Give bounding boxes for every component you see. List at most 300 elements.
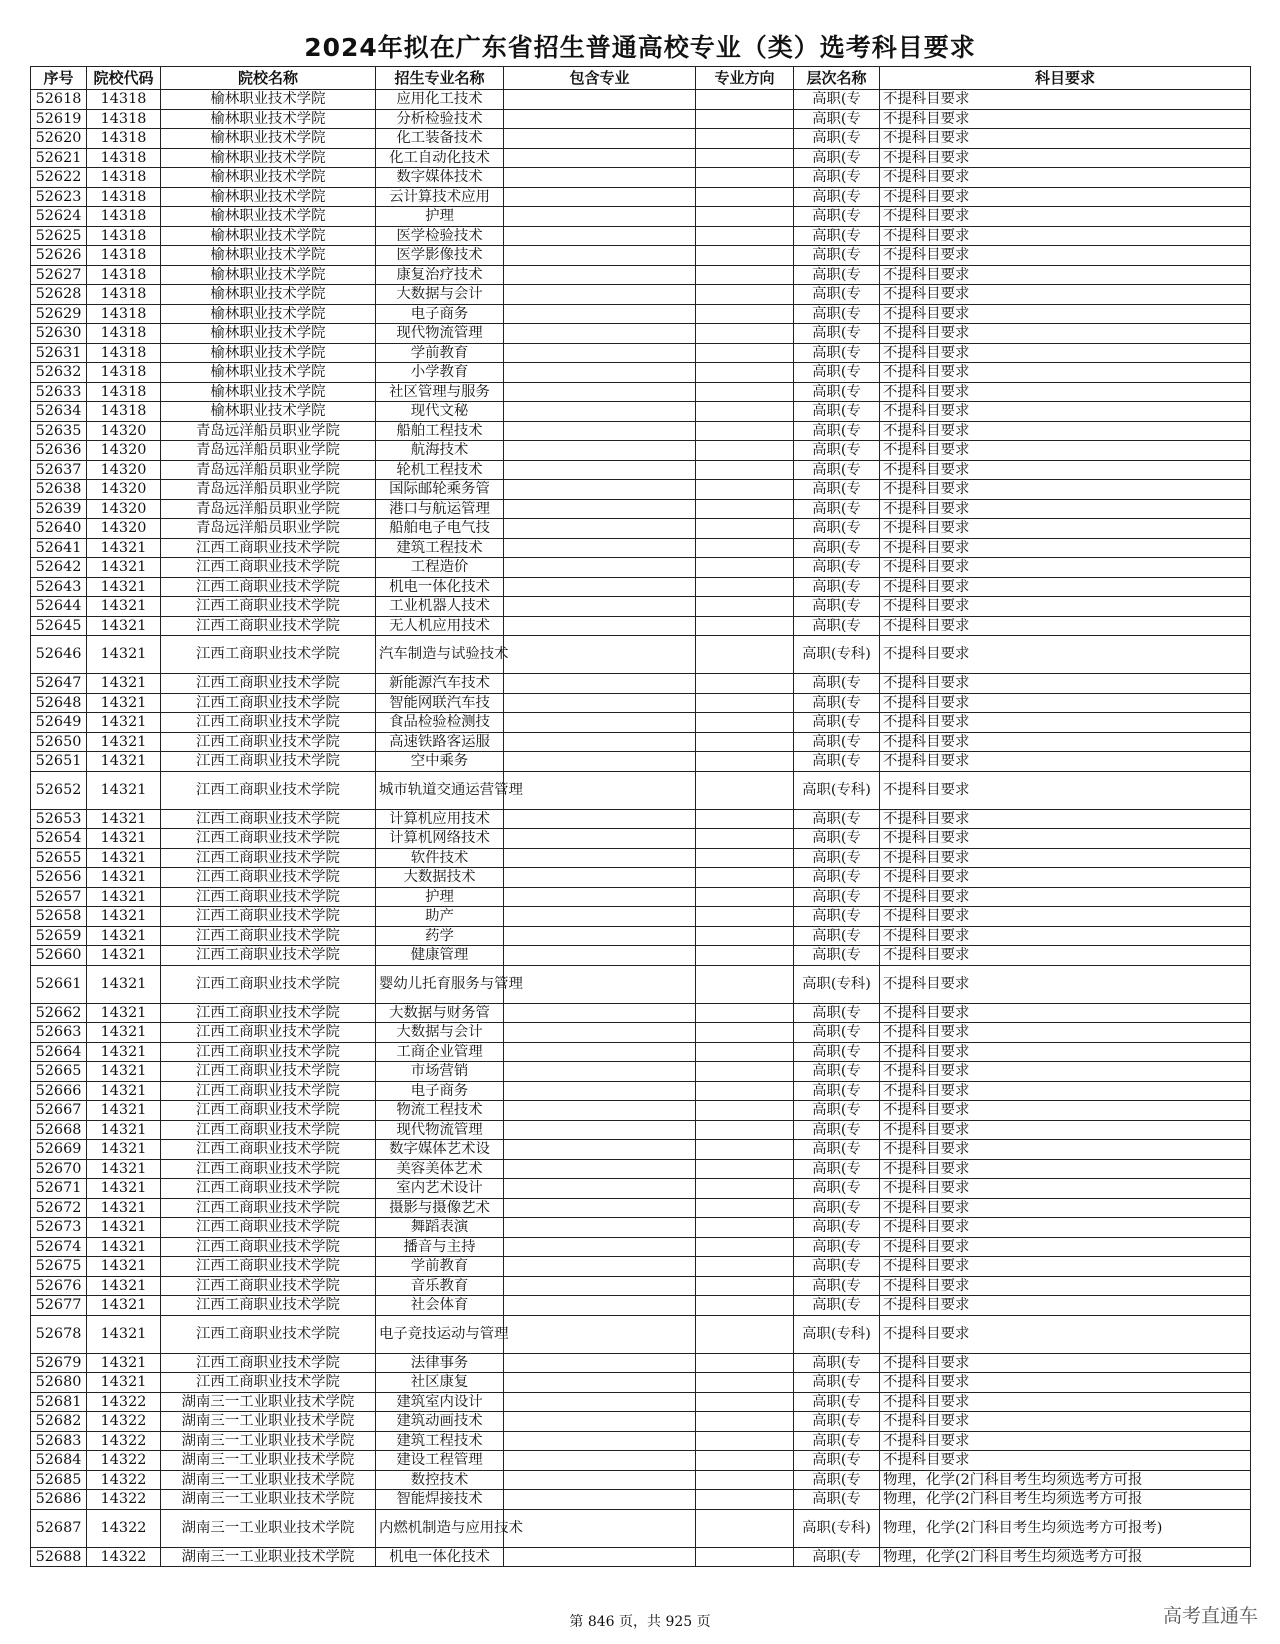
cell-major: 建筑动画技术 [376,1412,504,1432]
cell-major: 高速铁路客运服 [376,732,504,752]
cell-school: 江西工商职业技术学院 [161,732,376,752]
header-included: 包含专业 [504,67,696,90]
cell-requirement: 不提科目要求 [880,538,1251,558]
cell-direction [696,441,794,461]
cell-included [504,129,696,149]
table-row [31,809,1251,829]
cell-seq: 52674 [31,1237,87,1257]
cell-school: 江西工商职业技术学院 [161,1218,376,1238]
cell-code: 14318 [87,168,161,188]
cell-major: 计算机应用技术 [376,809,504,829]
cell-requirement: 不提科目要求 [880,1081,1251,1101]
cell-major: 大数据技术 [376,868,504,888]
cell-major: 现代文秘 [376,402,504,422]
cell-requirement: 不提科目要求 [880,148,1251,168]
cell-school: 青岛远洋船员职业学院 [161,499,376,519]
cell-direction [696,363,794,383]
cell-school: 江西工商职业技术学院 [161,577,376,597]
cell-requirement: 不提科目要求 [880,1373,1251,1393]
cell-requirement: 不提科目要求 [880,343,1251,363]
cell-code: 14321 [87,1276,161,1296]
cell-school: 江西工商职业技术学院 [161,771,376,809]
cell-school: 江西工商职业技术学院 [161,1198,376,1218]
cell-seq: 52619 [31,109,87,129]
cell-major: 建筑工程技术 [376,1431,504,1451]
table-row [31,129,1251,149]
cell-requirement: 不提科目要求 [880,1412,1251,1432]
cell-school: 江西工商职业技术学院 [161,1237,376,1257]
table-body [31,90,1251,1567]
table-header-row [31,67,1251,90]
cell-level: 高职(专科) [794,771,880,809]
cell-included [504,771,696,809]
cell-seq: 52650 [31,732,87,752]
cell-code: 14321 [87,965,161,1003]
cell-seq: 52643 [31,577,87,597]
cell-code: 14321 [87,597,161,617]
cell-code: 14320 [87,519,161,539]
table-row [31,965,1251,1003]
cell-included [504,577,696,597]
cell-included [504,1218,696,1238]
cell-included [504,1470,696,1490]
cell-requirement: 不提科目要求 [880,1042,1251,1062]
cell-requirement: 不提科目要求 [880,907,1251,927]
cell-code: 14321 [87,829,161,849]
cell-major: 社区康复 [376,1373,504,1393]
cell-code: 14320 [87,421,161,441]
cell-school: 榆林职业技术学院 [161,109,376,129]
cell-requirement: 不提科目要求 [880,402,1251,422]
cell-school: 江西工商职业技术学院 [161,829,376,849]
cell-requirement: 不提科目要求 [880,848,1251,868]
cell-included [504,1179,696,1199]
cell-level: 高职(专 [794,109,880,129]
cell-included [504,946,696,966]
cell-level: 高职(专 [794,577,880,597]
cell-seq: 52679 [31,1353,87,1373]
table-row [31,1373,1251,1393]
cell-major: 现代物流管理 [376,1120,504,1140]
cell-school: 江西工商职业技术学院 [161,752,376,772]
cell-school: 江西工商职业技术学院 [161,674,376,694]
cell-requirement: 不提科目要求 [880,965,1251,1003]
table-row [31,1431,1251,1451]
cell-included [504,187,696,207]
cell-direction [696,1431,794,1451]
cell-major: 护理 [376,207,504,227]
cell-school: 江西工商职业技术学院 [161,887,376,907]
cell-code: 14321 [87,868,161,888]
cell-level: 高职(专 [794,480,880,500]
cell-major: 大数据与财务管 [376,1003,504,1023]
cell-level: 高职(专 [794,226,880,246]
cell-seq: 52659 [31,926,87,946]
cell-code: 14321 [87,558,161,578]
cell-direction [696,597,794,617]
table-row [31,713,1251,733]
cell-code: 14321 [87,1237,161,1257]
cell-level: 高职(专 [794,304,880,324]
cell-code: 14321 [87,1373,161,1393]
cell-major: 分析检验技术 [376,109,504,129]
cell-school: 江西工商职业技术学院 [161,965,376,1003]
table-row [31,246,1251,266]
cell-major: 城市轨道交通运营管理 [376,771,504,809]
cell-included [504,402,696,422]
cell-included [504,285,696,305]
cell-direction [696,636,794,674]
cell-requirement: 不提科目要求 [880,1101,1251,1121]
cell-requirement: 不提科目要求 [880,109,1251,129]
cell-major: 学前教育 [376,1257,504,1277]
cell-seq: 52628 [31,285,87,305]
cell-requirement: 不提科目要求 [880,693,1251,713]
table-row [31,752,1251,772]
cell-seq: 52649 [31,713,87,733]
cell-requirement: 物理，化学(2门科目考生均须选考方可报 [880,1490,1251,1510]
cell-level: 高职(专 [794,538,880,558]
cell-included [504,226,696,246]
cell-seq: 52629 [31,304,87,324]
table-row [31,1315,1251,1353]
cell-included [504,499,696,519]
table-row [31,265,1251,285]
cell-included [504,1353,696,1373]
table-row [31,363,1251,383]
cell-school: 江西工商职业技术学院 [161,636,376,674]
cell-major: 港口与航运管理 [376,499,504,519]
table-row [31,1490,1251,1510]
cell-included [504,868,696,888]
cell-code: 14320 [87,480,161,500]
cell-major: 空中乘务 [376,752,504,772]
cell-school: 青岛远洋船员职业学院 [161,460,376,480]
cell-direction [696,771,794,809]
cell-requirement: 不提科目要求 [880,577,1251,597]
cell-major: 国际邮轮乘务管 [376,480,504,500]
cell-direction [696,713,794,733]
cell-school: 榆林职业技术学院 [161,90,376,110]
cell-code: 14321 [87,538,161,558]
cell-level: 高职(专科) [794,636,880,674]
cell-requirement: 不提科目要求 [880,421,1251,441]
cell-included [504,1101,696,1121]
table-row [31,887,1251,907]
cell-major: 电子商务 [376,304,504,324]
cell-major: 音乐教育 [376,1276,504,1296]
cell-code: 14322 [87,1431,161,1451]
cell-seq: 52657 [31,887,87,907]
cell-requirement: 不提科目要求 [880,887,1251,907]
table-row [31,148,1251,168]
cell-requirement: 不提科目要求 [880,1451,1251,1471]
cell-code: 14322 [87,1490,161,1510]
cell-requirement: 不提科目要求 [880,519,1251,539]
cell-level: 高职(专 [794,285,880,305]
table-row [31,168,1251,188]
cell-direction [696,887,794,907]
cell-direction [696,148,794,168]
cell-direction [696,829,794,849]
cell-major: 舞蹈表演 [376,1218,504,1238]
cell-direction [696,460,794,480]
cell-code: 14321 [87,1198,161,1218]
cell-school: 榆林职业技术学院 [161,343,376,363]
cell-school: 江西工商职业技术学院 [161,616,376,636]
cell-included [504,1081,696,1101]
table-row [31,1470,1251,1490]
cell-code: 14318 [87,402,161,422]
cell-requirement: 不提科目要求 [880,90,1251,110]
cell-direction [696,90,794,110]
cell-included [504,265,696,285]
cell-major: 物流工程技术 [376,1101,504,1121]
cell-major: 小学教育 [376,363,504,383]
cell-major: 化工装备技术 [376,129,504,149]
cell-included [504,538,696,558]
cell-seq: 52645 [31,616,87,636]
cell-school: 江西工商职业技术学院 [161,1159,376,1179]
cell-seq: 52647 [31,674,87,694]
cell-seq: 52671 [31,1179,87,1199]
table-row [31,1509,1251,1547]
cell-code: 14318 [87,382,161,402]
cell-seq: 52663 [31,1023,87,1043]
cell-requirement: 不提科目要求 [880,1237,1251,1257]
cell-direction [696,1276,794,1296]
cell-seq: 52688 [31,1547,87,1567]
cell-seq: 52618 [31,90,87,110]
cell-school: 江西工商职业技术学院 [161,907,376,927]
cell-direction [696,752,794,772]
cell-code: 14322 [87,1470,161,1490]
cell-level: 高职(专 [794,1276,880,1296]
cell-code: 14318 [87,187,161,207]
cell-included [504,1373,696,1393]
cell-code: 14321 [87,946,161,966]
cell-direction [696,168,794,188]
cell-included [504,907,696,927]
cell-seq: 52623 [31,187,87,207]
cell-included [504,848,696,868]
cell-code: 14318 [87,285,161,305]
cell-seq: 52667 [31,1101,87,1121]
cell-code: 14321 [87,616,161,636]
cell-included [504,480,696,500]
cell-requirement: 不提科目要求 [880,187,1251,207]
cell-seq: 52654 [31,829,87,849]
cell-requirement: 不提科目要求 [880,732,1251,752]
cell-major: 智能网联汽车技 [376,693,504,713]
table-row [31,343,1251,363]
cell-code: 14318 [87,304,161,324]
cell-direction [696,1081,794,1101]
cell-school: 湖南三一工业职业技术学院 [161,1431,376,1451]
cell-requirement: 不提科目要求 [880,597,1251,617]
cell-included [504,304,696,324]
table-row [31,109,1251,129]
header-code: 院校代码 [87,67,161,90]
cell-seq: 52670 [31,1159,87,1179]
cell-direction [696,1412,794,1432]
cell-seq: 52666 [31,1081,87,1101]
cell-school: 榆林职业技术学院 [161,382,376,402]
table-row [31,1237,1251,1257]
cell-seq: 52625 [31,226,87,246]
cell-included [504,109,696,129]
cell-direction [696,226,794,246]
cell-major: 社会体育 [376,1296,504,1316]
cell-code: 14318 [87,129,161,149]
table-row [31,324,1251,344]
cell-direction [696,809,794,829]
table-row [31,304,1251,324]
cell-school: 江西工商职业技术学院 [161,926,376,946]
cell-level: 高职(专 [794,713,880,733]
cell-seq: 52668 [31,1120,87,1140]
cell-code: 14321 [87,1062,161,1082]
cell-school: 江西工商职业技术学院 [161,1179,376,1199]
cell-seq: 52638 [31,480,87,500]
cell-school: 江西工商职业技术学院 [161,1101,376,1121]
cell-level: 高职(专 [794,1179,880,1199]
cell-major: 市场营销 [376,1062,504,1082]
cell-seq: 52656 [31,868,87,888]
cell-direction [696,577,794,597]
brand-watermark: 高考直通车 [1162,1605,1258,1627]
cell-requirement: 不提科目要求 [880,1296,1251,1316]
cell-school: 榆林职业技术学院 [161,324,376,344]
cell-level: 高职(专 [794,887,880,907]
cell-school: 青岛远洋船员职业学院 [161,441,376,461]
cell-level: 高职(专 [794,597,880,617]
table-row [31,732,1251,752]
cell-major: 建筑工程技术 [376,538,504,558]
cell-school: 榆林职业技术学院 [161,265,376,285]
cell-code: 14321 [87,752,161,772]
cell-school: 江西工商职业技术学院 [161,713,376,733]
table-row [31,1101,1251,1121]
cell-direction [696,265,794,285]
cell-direction [696,187,794,207]
cell-level: 高职(专 [794,246,880,266]
cell-major: 新能源汽车技术 [376,674,504,694]
cell-requirement: 不提科目要求 [880,558,1251,578]
cell-code: 14321 [87,1101,161,1121]
cell-requirement: 不提科目要求 [880,1179,1251,1199]
cell-level: 高职(专 [794,1392,880,1412]
cell-school: 江西工商职业技术学院 [161,1315,376,1353]
cell-code: 14321 [87,1296,161,1316]
table-row [31,480,1251,500]
cell-school: 榆林职业技术学院 [161,363,376,383]
cell-direction [696,1315,794,1353]
cell-seq: 52636 [31,441,87,461]
cell-level: 高职(专科) [794,1315,880,1353]
cell-included [504,1120,696,1140]
cell-requirement: 不提科目要求 [880,1159,1251,1179]
cell-included [504,168,696,188]
cell-direction [696,1140,794,1160]
cell-level: 高职(专科) [794,1509,880,1547]
cell-seq: 52652 [31,771,87,809]
table-row [31,616,1251,636]
cell-school: 江西工商职业技术学院 [161,1257,376,1277]
cell-direction [696,674,794,694]
cell-level: 高职(专 [794,168,880,188]
cell-seq: 52624 [31,207,87,227]
cell-included [504,1451,696,1471]
cell-seq: 52684 [31,1451,87,1471]
cell-included [504,616,696,636]
cell-major: 婴幼儿托育服务与管理 [376,965,504,1003]
cell-requirement: 不提科目要求 [880,1023,1251,1043]
table-row [31,460,1251,480]
cell-level: 高职(专 [794,343,880,363]
cell-requirement: 不提科目要求 [880,1353,1251,1373]
cell-level: 高职(专 [794,907,880,927]
cell-seq: 52620 [31,129,87,149]
cell-seq: 52635 [31,421,87,441]
cell-seq: 52632 [31,363,87,383]
cell-seq: 52622 [31,168,87,188]
cell-school: 江西工商职业技术学院 [161,809,376,829]
cell-direction [696,382,794,402]
cell-seq: 52662 [31,1003,87,1023]
cell-direction [696,519,794,539]
cell-direction [696,1101,794,1121]
cell-direction [696,1023,794,1043]
header-seq: 序号 [31,67,87,90]
cell-requirement: 不提科目要求 [880,926,1251,946]
cell-level: 高职(专 [794,519,880,539]
cell-direction [696,907,794,927]
cell-level: 高职(专 [794,187,880,207]
cell-seq: 52634 [31,402,87,422]
cell-major: 现代物流管理 [376,324,504,344]
cell-requirement: 不提科目要求 [880,674,1251,694]
cell-code: 14321 [87,1003,161,1023]
cell-code: 14320 [87,499,161,519]
cell-code: 14321 [87,1042,161,1062]
cell-level: 高职(专 [794,1412,880,1432]
cell-direction [696,1237,794,1257]
cell-requirement: 不提科目要求 [880,1218,1251,1238]
cell-direction [696,1003,794,1023]
cell-school: 榆林职业技术学院 [161,129,376,149]
cell-included [504,1198,696,1218]
cell-direction [696,1509,794,1547]
cell-included [504,1237,696,1257]
cell-level: 高职(专 [794,1062,880,1082]
cell-included [504,636,696,674]
table-row [31,771,1251,809]
cell-level: 高职(专 [794,1353,880,1373]
cell-school: 江西工商职业技术学院 [161,1276,376,1296]
cell-major: 健康管理 [376,946,504,966]
cell-seq: 52655 [31,848,87,868]
cell-major: 工业机器人技术 [376,597,504,617]
cell-seq: 52665 [31,1062,87,1082]
table-row [31,636,1251,674]
cell-major: 软件技术 [376,848,504,868]
cell-level: 高职(专 [794,809,880,829]
cell-level: 高职(专 [794,129,880,149]
cell-included [504,1392,696,1412]
cell-school: 湖南三一工业职业技术学院 [161,1451,376,1471]
table-row [31,402,1251,422]
